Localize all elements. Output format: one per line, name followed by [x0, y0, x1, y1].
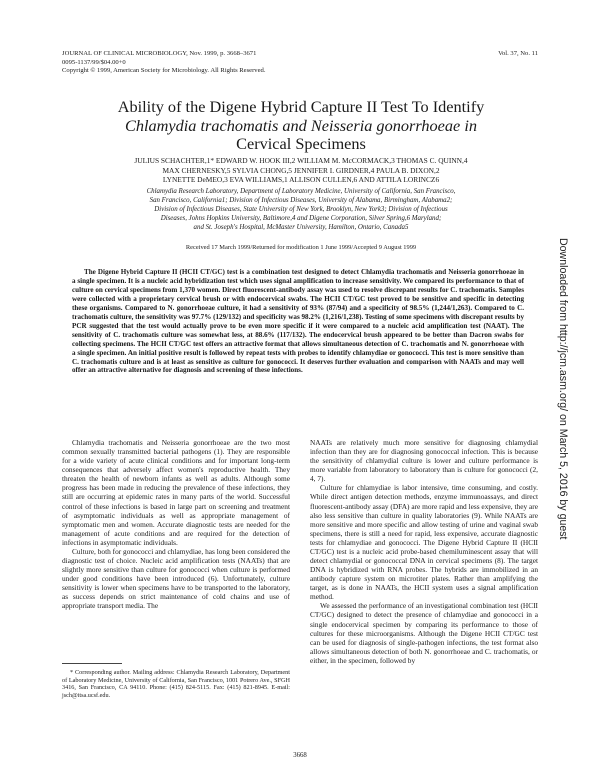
copyright: Copyright © 1999, American Society for Microbiology. All Rights Reserved. [62, 67, 266, 75]
body-column-left [62, 438, 290, 610]
affiliation-line-1: Chlamydia Research Laboratory, Department of Laboratory Medicine, University of California, San Francisco, [146, 188, 456, 195]
author-list [62, 156, 540, 185]
authors-line-1: JULIUS SCHACHTER,1* EDWARD W. HOOK III,2 WILLIAM M. McCORMACK,3 THOMAS C. QUINN,4 [134, 156, 468, 165]
paragraph: Culture, both for gonococci and chlamydiae, has long been considered the diagnostic test of choice. Nucleic acid amplification tests (NAATs) that are slightly more sensitive than culture for gonococci when culture is performed under good conditions have been introduced (6). Unfortunately, culture sensitivity is lower when specimens have to be transported to the laboratory, as success depends on strict maintenance of cold chains and use of appropriate transport media. The [62, 546, 290, 611]
journal-header [62, 50, 265, 76]
title-line-2: Chlamydia trachomatis and Neisseria gonorrhoeae in [124, 115, 477, 135]
body-column-right [310, 438, 538, 665]
abstract: The Digene Hybrid Capture II (HCII CT/GC) test is a combination test designed to detect Chlamydia trachomatis and Neisseria gonorrhoeae in a single specimen. It is a nucleic acid hybridization test which uses signal amplification to increase sensitivity. We compared its performance to that of culture on cervical specimens from 1,370 women. Direct fluorescent-antibody assay was used to resolve discrepant results for C. trachomatis. Samples were collected with a proprietary cervical brush or with endocervical swabs. The HCII CT/GC test proved to be sensitive and specific in detecting these organisms. Compared to N. gonorrhoeae culture, it had a sensitivity of 93% (87/94) and a specificity of 98.5% (1,244/1,263). Compared to C. trachomatis culture, the sensitivity was 97.7% (129/132) and specificity was 98.2% (1,216/1,238). Testing of some specimens with discrepant results by PCR suggested that the test would actually prove to be even more specific if it were compared to a nucleic acid amplification test (NAAT). The sensitivity of C. trachomatis culture was somewhat less, at 88.6% (117/132). The endocervical brush appeared to be better than Dacron swabs for collecting specimens. The HCII CT/GC test offers an attractive format that allows simultaneous detection of C. trachomatis and N. gonorrhoeae with a single specimen. An initial positive result is followed by repeat tests with probes to identify chlamydiae or gonococci. This test is more sensitive than C. trachomatis culture and is at least as sensitive as culture for gonococci. It deserves further evaluation and comparison with NAATs and may well offer an attractive alternative for diagnosis and screening of these infections. [72, 268, 524, 375]
page-number: 3668 [293, 752, 307, 759]
affiliation-line-2: San Francisco, California1; Division of Infectious Diseases, University of Alabama, Birmingham, Alabama2; [149, 196, 453, 204]
footnote-divider [62, 663, 122, 664]
authors-line-3: LYNETTE DeMEO,3 EVA WILLIAMS,1 ALLISON CULLEN,6 AND ATTILA LORINCZ6 [162, 175, 440, 185]
volume-issue: Vol. 37, No. 11 [498, 50, 538, 57]
issn: 0095-1137/99/$04.00+0 [62, 58, 126, 66]
journal-citation: JOURNAL OF CLINICAL MICROBIOLOGY, Nov. 1999, p. 3668–3671 [62, 50, 257, 57]
title-line-1: Ability of the Digene Hybrid Capture II Test To Identify [117, 97, 485, 116]
paragraph: Culture for chlamydiae is labor intensive, time consuming, and costly. While direct antigen detection methods, enzyme immunoassays, and direct fluorescent-antibody assay (DFA) are more rapid and less expensive, they are also less sensitive than culture in quality laboratories (9). While NAATs are more sensitive and more specific and allow testing of urine and vaginal swab specimens, there is still a need for rapid, less expensive, accurate diagnostic tests for chlamydiae and gonococci. The Digene Hybrid Capture II (HCII CT/GC) test is a nucleic acid probe-based chemiluminescent assay that will detect chlamydial or gonococcal DNA in cervical specimens (8). The target DNA is hybridized with RNA probes. The hybrids are immobilized in an antibody capture system on microtiter plates. Rather than amplifying the target, as is done in NAATs, the HCII system uses a signal amplification method. [310, 483, 538, 602]
affiliation-line-4: Diseases, Johns Hopkins University, Baltimore,4 and Digene Corporation, Silver Spring,6 Maryland; [160, 214, 442, 222]
paragraph: NAATs are relatively much more sensitive for diagnosing chlamydial infection than they are for diagnosing gonococcal infection. This is because the sensitivity of chlamydial culture is lower and culture performance is more variable from laboratory to laboratory than is culture for gonococci (2, 4, 7). [310, 438, 538, 484]
received-dates: Received 17 March 1999/Returned for modification 1 June 1999/Accepted 9 August 1999 [185, 244, 417, 251]
title-line-3: Cervical Specimens [236, 134, 366, 154]
authors-line-2: MAX CHERNESKY,5 SYLVIA CHONG,5 JENNIFER I. GIRDNER,4 PAULA B. DIXON,2 [162, 165, 440, 175]
paragraph: Chlamydia trachomatis and Neisseria gonorrhoeae are the two most common sexually transmitted bacterial pathogens (1). They are responsible for a wide variety of acute clinical conditions and for important long-term consequences that adversely affect women's reproductive health. They threaten the health of newborn infants as well as adults. Although some progress has been made in reducing the prevalence of these infections, they still are occurring at epidemic rates in many parts of the world. Successful control of these infections is based in large part on screening and treatment of asymptomatic individuals as well as appropriate management of symptomatic men and women. Accurate diagnostic tests are needed for the management of acute conditions and are required for the detection of infections in asymptomatic individuals. [62, 438, 290, 547]
article-title [62, 98, 540, 154]
affiliation-line-5: and St. Joseph's Hospital, McMaster University, Hamilton, Ontario, Canada5 [193, 223, 409, 231]
paragraph: We assessed the performance of an investigational combination test (HCII CT/GC) designed to detect the presence of chlamydiae and gonococci in a single endocervical specimen by comparing its performance to those of cultures for these microorganisms. Although the Digene HCII CT/GC test can be used for diagnosis of single-pathogen infections, the test format also allows simultaneous detection of both N. gonorrhoeae and C. trachomatis, or either, in the specimen, followed by [310, 601, 538, 665]
corresponding-author-footnote: * Corresponding author. Mailing address: Chlamydia Research Laboratory, Department of Laboratory Medicine, University of California, San Francisco, 1001 Potrero Ave., SFGH 3416, San Francisco, CA 94110. Phone: (415) 824-5115. Fax: (415) 821-8945. E-mail: jsch@itsa.ucsf.edu. [62, 669, 290, 699]
download-watermark: Downloaded from http://jcm.asm.org/ on March 5, 2016 by guest [557, 238, 569, 540]
affiliation-line-3: Division of Infectious Diseases, State University of New York, Brooklyn, New York3; Division of Infectious [154, 205, 448, 213]
affiliations [62, 188, 540, 233]
